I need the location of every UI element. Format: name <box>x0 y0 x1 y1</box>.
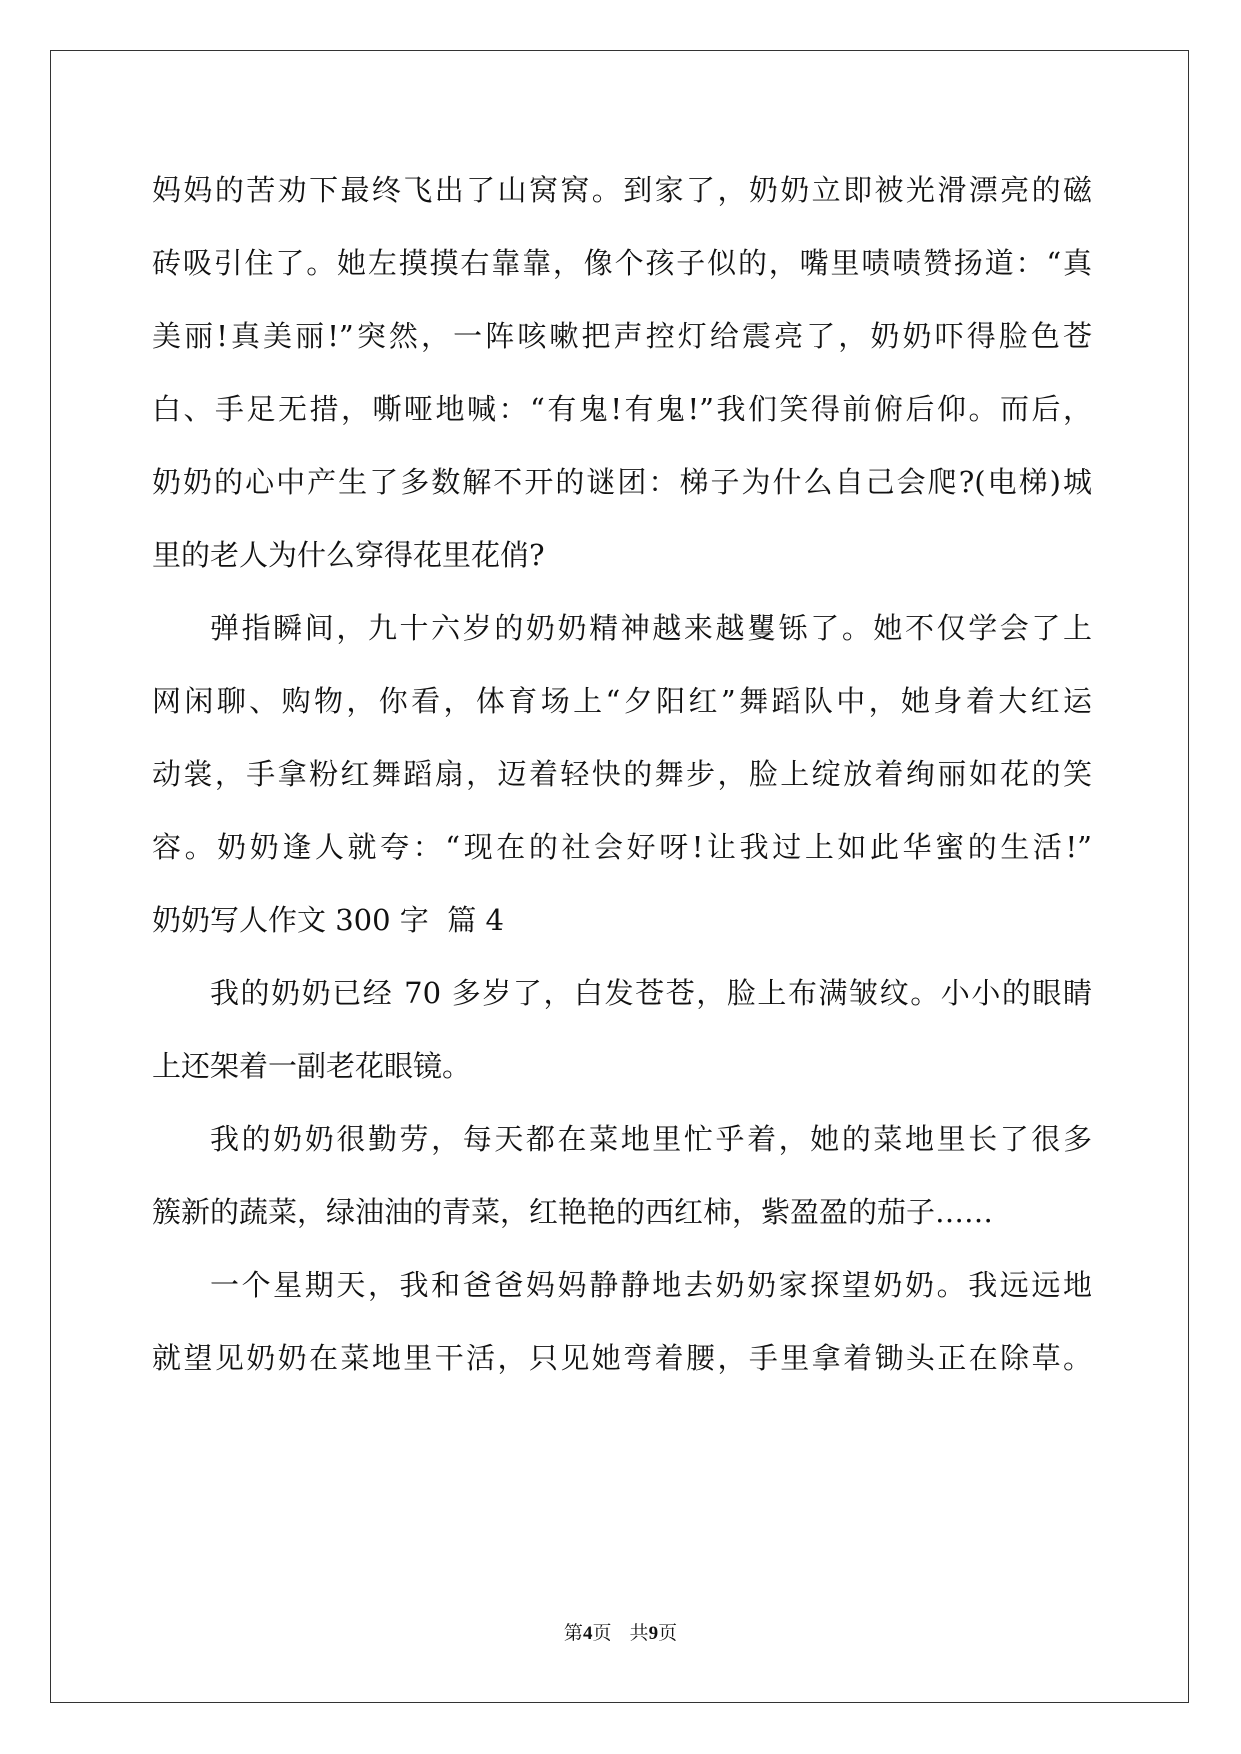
paragraph-first-line: 我的奶奶很勤劳，每天都在菜地里忙乎着，她的菜地里长了很多 <box>210 1122 1092 1156</box>
text-line: 上还架着一副老花眼镜。 <box>152 1049 472 1083</box>
text-line: 动裳，手拿粉红舞蹈扇，迈着轻快的舞步，脸上绽放着绚丽如花的笑 <box>152 757 1092 791</box>
paragraph-first-line: 我的奶奶已经 70 多岁了，白发苍苍，脸上布满皱纹。小小的眼睛 <box>210 976 1092 1010</box>
footer-total-pages: 9 <box>648 1623 659 1644</box>
text-line: 妈妈的苦劝下最终飞出了山窝窝。到家了，奶奶立即被光滑漂亮的磁 <box>152 173 1092 207</box>
text-line: 砖吸引住了。她左摸摸右靠靠，像个孩子似的，嘴里啧啧赞扬道：“真 <box>152 246 1092 280</box>
footer-suffix: 页 <box>658 1622 678 1644</box>
text-line: 奶奶的心中产生了多数解不开的谜团：梯子为什么自己会爬?(电梯)城 <box>152 465 1092 499</box>
text-line: 白、手足无措，嘶哑地喊：“有鬼!有鬼!”我们笑得前俯后仰。而后， <box>152 392 1092 426</box>
text-line: 网闲聊、购物，你看，体育场上“夕阳红”舞蹈队中，她身着大红运 <box>152 684 1092 718</box>
paragraph-first-line: 一个星期天，我和爸爸妈妈静静地去奶奶家探望奶奶。我远远地 <box>210 1268 1092 1302</box>
text-line: 美丽!真美丽!”突然，一阵咳嗽把声控灯给震亮了，奶奶吓得脸色苍 <box>152 319 1092 353</box>
text-line: 就望见奶奶在菜地里干活，只见她弯着腰，手里拿着锄头正在除草。 <box>152 1341 1092 1375</box>
paragraph-first-line: 弹指瞬间，九十六岁的奶奶精神越来越矍铄了。她不仅学会了上 <box>210 611 1092 645</box>
footer-mid: 页 共 <box>592 1622 649 1644</box>
footer-page-number: 4 <box>582 1623 593 1644</box>
text-line: 里的老人为什么穿得花里花俏? <box>152 538 545 572</box>
section-heading: 奶奶写人作文 300 字 篇 4 <box>152 903 504 937</box>
text-line: 簇新的蔬菜，绿油油的青菜，红艳艳的西红柿，紫盈盈的茄子…… <box>152 1195 994 1229</box>
page-footer <box>0 1618 1241 1645</box>
footer-prefix: 第 <box>563 1622 583 1644</box>
text-line: 容。奶奶逢人就夸：“现在的社会好呀!让我过上如此华蜜的生活!” <box>152 830 1092 864</box>
page-border <box>50 50 1189 1703</box>
